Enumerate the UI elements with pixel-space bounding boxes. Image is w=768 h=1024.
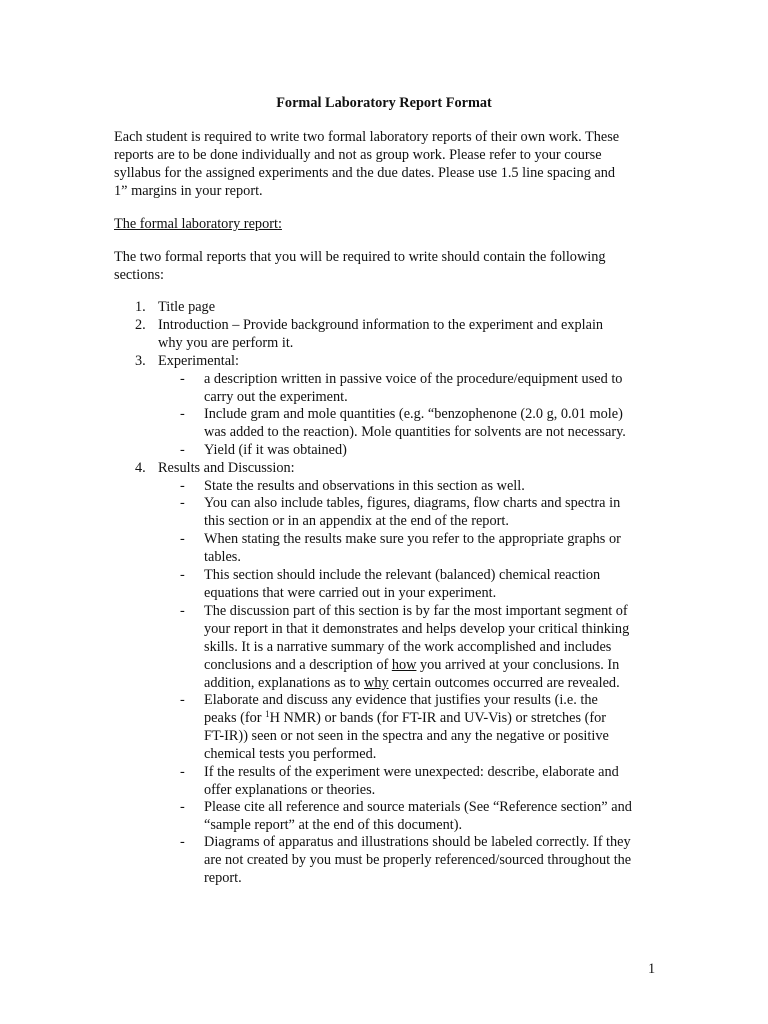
dash-bullet: - xyxy=(180,442,185,458)
intro-paragraph xyxy=(114,128,654,200)
text-run: conclusions and a description of xyxy=(204,657,392,673)
text-run: certain outcomes occurred are revealed. xyxy=(388,675,620,691)
dash-bullet: - xyxy=(180,603,185,619)
sub-item-text: If the results of the experiment were unexpected: describe, elaborate and xyxy=(204,764,619,780)
sub-item-text xyxy=(204,674,664,692)
sub-item-text: offer explanations or theories. xyxy=(204,782,376,798)
dash-bullet: - xyxy=(180,495,185,511)
dash-bullet: - xyxy=(180,371,185,387)
sub-item-text: your report in that it demonstrates and helps develop your critical thinking xyxy=(204,621,630,637)
sub-item-text: State the results and observations in this section as well. xyxy=(204,478,525,494)
intro-line: reports are to be done individually and not as group work. Please refer to your course xyxy=(114,147,602,163)
list-number: 2. xyxy=(135,317,146,333)
dash-bullet: - xyxy=(180,692,185,708)
sections-intro-line: The two formal reports that you will be required to write should contain the following xyxy=(114,249,606,265)
list-number: 4. xyxy=(135,460,146,476)
sub-item-text: report. xyxy=(204,870,242,886)
sub-item-text: The discussion part of this section is by far the most important segment of xyxy=(204,603,628,619)
dash-bullet: - xyxy=(180,478,185,494)
sub-item-text: When stating the results make sure you refer to the appropriate graphs or xyxy=(204,531,621,547)
dash-bullet: - xyxy=(180,531,185,547)
sub-item-text: a description written in passive voice of the procedure/equipment used to xyxy=(204,371,623,387)
sub-item-text: Diagrams of apparatus and illustrations should be labeled correctly. If they xyxy=(204,834,631,850)
dash-bullet: - xyxy=(180,764,185,780)
dash-bullet: - xyxy=(180,406,185,422)
dash-bullet: - xyxy=(180,834,185,850)
sub-item-text: Elaborate and discuss any evidence that justifies your results (i.e. the xyxy=(204,692,598,708)
sub-item-text: this section or in an appendix at the end of the report. xyxy=(204,513,509,529)
sections-intro-line: sections: xyxy=(114,267,165,283)
sub-item-text: Please cite all reference and source materials (See “Reference section” and xyxy=(204,799,632,815)
list-item-text: Title page xyxy=(158,299,216,315)
intro-line: 1” margins in your report. xyxy=(114,183,263,199)
superscript: 1 xyxy=(265,709,270,719)
sub-item-text: are not created by you must be properly referenced/sourced throughout the xyxy=(204,852,632,868)
section-heading-text: The formal laboratory report xyxy=(114,216,278,232)
dash-bullet: - xyxy=(180,799,185,815)
page-number: 1 xyxy=(648,961,656,977)
sub-item-text: chemical tests you performed. xyxy=(204,746,377,762)
sub-item-text: equations that were carried out in your experiment. xyxy=(204,585,497,601)
sub-item-text: Yield (if it was obtained) xyxy=(204,442,347,458)
sub-item-text: was added to the reaction). Mole quantities for solvents are not necessary. xyxy=(204,424,626,440)
list-number: 3. xyxy=(135,353,146,369)
list-item-text: Results and Discussion: xyxy=(158,460,295,476)
sub-item-text: Include gram and mole quantities (e.g. “benzophenone (2.0 g, 0.01 mole) xyxy=(204,406,623,422)
sub-item-text xyxy=(204,656,664,674)
sub-item-text: carry out the experiment. xyxy=(204,389,348,405)
sub-item-text: “sample report” at the end of this document). xyxy=(204,817,463,833)
sub-item-text: This section should include the relevant (balanced) chemical reaction xyxy=(204,567,601,583)
text-run: you arrived at your conclusions. In xyxy=(416,657,620,673)
text-run: peaks (for xyxy=(204,710,266,726)
page-title: Formal Laboratory Report Format xyxy=(276,95,492,111)
sections-intro-paragraph xyxy=(114,248,654,284)
list-number: 1. xyxy=(135,299,146,315)
dash-bullet: - xyxy=(180,567,185,583)
sub-item-text: FT-IR)) seen or not seen in the spectra and any the negative or positive xyxy=(204,728,609,744)
text-run: addition, explanations as to xyxy=(204,675,365,691)
list-item-text: Experimental: xyxy=(158,353,239,369)
sub-item-text: You can also include tables, figures, diagrams, flow charts and spectra in xyxy=(204,495,621,511)
list-item-text: Introduction – Provide background information to the experiment and explain xyxy=(158,317,604,333)
underlined-word: how xyxy=(391,657,417,673)
sub-item-text: skills. It is a narrative summary of the work accomplished and includes xyxy=(204,639,612,655)
sub-item-text: tables. xyxy=(204,549,241,565)
underlined-word: why xyxy=(364,675,389,691)
section-heading xyxy=(114,215,282,233)
text-run: H NMR) or bands (for FT-IR and UV-Vis) or stretches (for xyxy=(269,710,607,726)
intro-line: syllabus for the assigned experiments and the due dates. Please use 1.5 line spacing and xyxy=(114,165,616,181)
list-item-text: why you are perform it. xyxy=(158,335,294,351)
intro-line: Each student is required to write two formal laboratory reports of their own work. These xyxy=(114,129,620,145)
sub-item-text xyxy=(204,709,664,727)
section-heading-colon: : xyxy=(277,216,282,232)
